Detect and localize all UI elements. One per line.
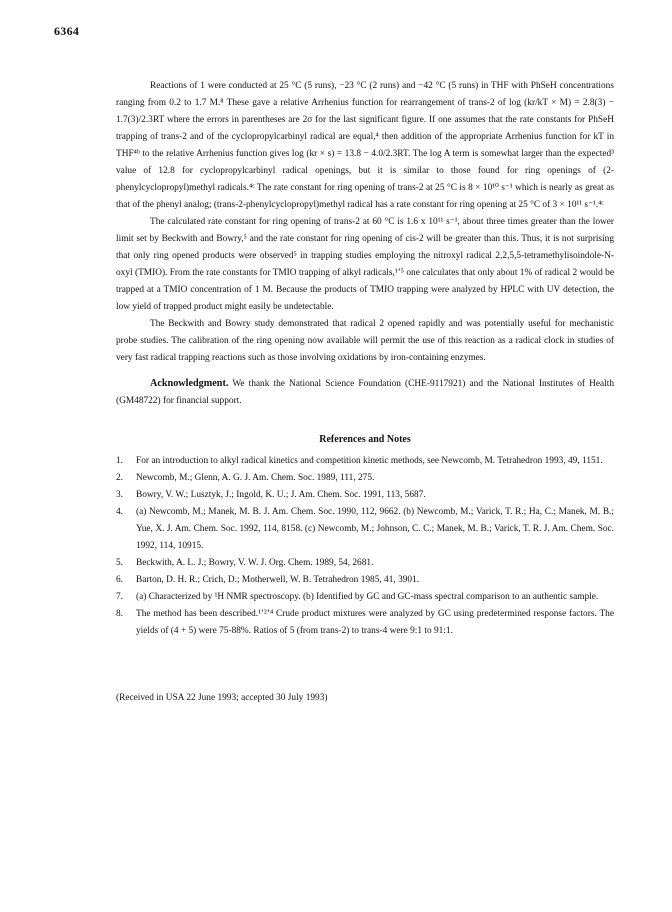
reference-item [116,555,614,572]
article-body [116,78,614,707]
reference-text: (a) Newcomb, M.; Manek, M. B. J. Am. Chem. Soc. 1990, 112, 9662. (b) Newcomb, M.; Varick, T. R.; Ha, C.; Manek, M. B.; Yue, X. J. Am. Chem. Soc. 1992, 114, 8158. (c) Newcomb, M.; Johnson, C. C.; Manek, M. B.; Varick, T. R. J. Am. Chem. Soc. 1992, 114, 10915. [136,507,614,551]
reference-item [116,606,614,640]
reference-number: 5. [116,558,124,568]
reference-text: (a) Characterized by ¹H NMR spectroscopy. (b) Identified by GC and GC-mass spectral comparison to an authentic sample. [136,592,599,602]
reference-text: Beckwith, A. L. J.; Bowry, V. W. J. Org. Chem. 1989, 54, 2681. [136,558,374,568]
reference-number: 3. [116,490,124,500]
body-paragraph: The Beckwith and Bowry study demonstrated that radical 2 opened rapidly and was potentially useful for mechanistic probe studies. The calibration of the ring opening now available will permit the use of this reaction as a radical clock in studies of very fast radical trapping reactions such as those involving oxidations by iron-containing enzymes. [116,319,614,363]
reference-item [116,572,614,589]
references-title: References and Notes [319,434,411,445]
reference-text: The method has been described.¹ʼ²ʼ⁴ Crude product mixtures were analyzed by GC using predetermined response factors. The yields of (4 + 5) were 75-88%. Ratios of 5 (from trans-2) to trans-4 were 9:1 to 91:1. [136,609,614,636]
reference-item [116,504,614,555]
reference-number: 7. [116,592,124,602]
body-paragraph: The calculated rate constant for ring opening of trans-2 at 60 °C is 1.6 x 10¹¹ s⁻¹, about three times greater than the lower limit set by Beckwith and Bowry,⁵ and the rate constant for ring opening of cis-2 will be greater than this. Thus, it is not surprising that only ring opened products were observed⁵ in trapping studies employing the nitroxyl radical 2,2,5,5-tetramethylisoindole-N-oxyl (TMIO). From the rate constants for TMIO trapping of alkyl radicals,¹ʼ⁵ one calculates that only about 1% of radical 2 would be trapped at a TMIO concentration of 1 M. Because the products of TMIO trapping were analyzed by HPLC with UV detection, the low yield of trapped product might easily be undetectable. [116,217,614,312]
reference-number: 6. [116,575,124,585]
reference-text: Newcomb, M.; Glenn, A. G. J. Am. Chem. Soc. 1989, 111, 275. [136,473,375,483]
reference-item [116,487,614,504]
received-note: (Received in USA 22 June 1993; accepted 30 July 1993) [116,693,328,703]
reference-text: For an introduction to alkyl radical kinetics and competition kinetic methods, see Newcomb, M. Tetrahedron 1993, 49, 1151. [136,456,603,466]
reference-item [116,453,614,470]
acknowledgment-heading: Acknowledgment. [150,378,229,389]
references-list [116,453,614,640]
acknowledgment [116,375,614,410]
reference-item [116,589,614,606]
acknowledgment-text: We thank the National Science Foundation (CHE-9117921) and the National Institutes of Health (GM48722) for financial support. [116,379,614,406]
reference-number: 2. [116,473,124,483]
reference-text: Bowry, V. W.; Lusztyk, J.; Ingold, K. U.; J. Am. Chem. Soc. 1991, 113, 5687. [136,490,426,500]
reference-number: 1. [116,456,124,466]
reference-item [116,470,614,487]
body-paragraph: Reactions of 1 were conducted at 25 °C (5 runs), −23 °C (2 runs) and −42 °C (5 runs) in THF with PhSeH concentrations ranging from 0.2 to 1.7 M.⁸ These gave a relative Arrhenius function for rearrangement of trans-2 of log (kr/kT × M) = 2.8(3) − 1.7(3)/2.3RT where the errors in parentheses are 2σ for the last significant figure. If one assumes that the rate constants for PhSeH trapping of trans-2 and of the cyclopropylcarbinyl radical are equal,⁴ then addition of the appropriate Arrhenius function for kT in THF⁴ᵇ to the relative Arrhenius function gives log (kr × s) = 13.8 − 4.0/2.3RT. The log A term is somewhat larger than the expected³ value of 12.8 for cyclopropylcarbinyl radical openings, but it is similar to those found for ring openings of (2-phenylcyclopropyl)methyl radicals.⁴ᶜ The rate constant for ring opening of trans-2 at 25 °C is 8 × 10¹⁰ s⁻¹ which is nearly as great as that of the phenyl analog; (trans-2-phenylcyclopropyl)methyl radical has a rate constant for ring opening at 25 °C of 3 × 10¹¹ s⁻¹.⁴ᶜ [116,81,614,210]
page-number: 6364 [54,24,80,38]
reference-number: 8. [116,609,124,619]
reference-number: 4. [116,507,124,517]
reference-text: Barton, D. H. R.; Crich, D.; Motherwell, W. B. Tetrahedron 1985, 41, 3901. [136,575,420,585]
